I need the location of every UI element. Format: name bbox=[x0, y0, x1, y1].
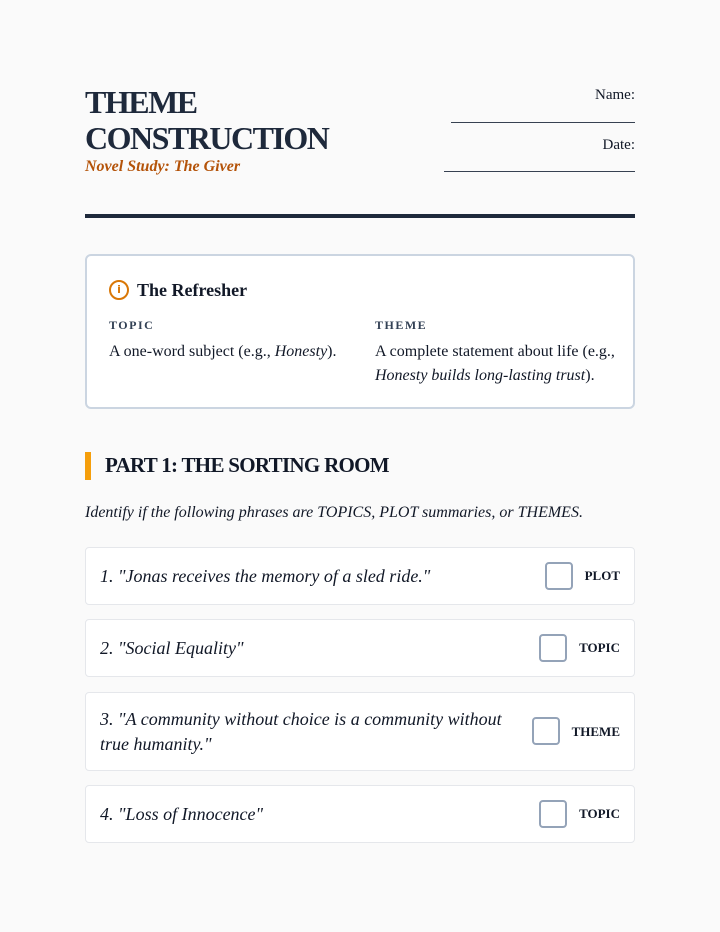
theme-text-before: A complete statement about life (e.g., bbox=[375, 343, 615, 360]
section-title: PART 1: THE SORTING ROOM bbox=[105, 453, 389, 477]
theme-definition bbox=[375, 340, 625, 388]
item-phrase: 2. "Social Equality" bbox=[100, 638, 244, 658]
sorting-item bbox=[85, 785, 635, 843]
item-phrase: 3. "A community without choice is a community without true humanity." bbox=[100, 709, 502, 754]
item-phrase: 4. "Loss of Innocence" bbox=[100, 804, 264, 824]
answer-label: TOPIC bbox=[579, 640, 620, 655]
section-accent-bar bbox=[85, 452, 91, 480]
topic-text-after: ). bbox=[327, 343, 337, 360]
date-field[interactable] bbox=[444, 171, 635, 172]
topic-text-before: A one-word subject (e.g., bbox=[109, 343, 275, 360]
answer-checkbox[interactable] bbox=[539, 634, 567, 662]
name-label: Name: bbox=[595, 87, 635, 103]
worksheet-title bbox=[85, 84, 328, 156]
topic-definition bbox=[109, 340, 359, 364]
name-field[interactable] bbox=[451, 122, 635, 123]
answer-checkbox[interactable] bbox=[545, 562, 573, 590]
topic-example: Honesty bbox=[274, 343, 328, 360]
answer-label: TOPIC bbox=[579, 806, 620, 821]
refresher-title: The Refresher bbox=[137, 280, 248, 300]
info-icon: i bbox=[109, 280, 129, 300]
theme-example: Honesty builds long-lasting trust bbox=[375, 367, 586, 384]
topic-label: TOPIC bbox=[109, 318, 155, 332]
answer-label: PLOT bbox=[584, 568, 620, 583]
refresher-box bbox=[85, 254, 635, 409]
subtitle: Novel Study: The Giver bbox=[85, 158, 241, 175]
section-instructions: Identify if the following phrases are TOPICS, PLOT summaries, or THEMES. bbox=[85, 504, 583, 521]
theme-label: THEME bbox=[375, 318, 428, 332]
header-divider bbox=[85, 214, 635, 218]
answer-label: THEME bbox=[571, 724, 620, 739]
answer-checkbox[interactable] bbox=[539, 800, 567, 828]
sorting-item bbox=[85, 547, 635, 605]
title-line-1: THEME bbox=[85, 84, 197, 120]
answer-checkbox[interactable] bbox=[532, 717, 560, 745]
title-line-2: CONSTRUCTION bbox=[85, 120, 329, 156]
date-label: Date: bbox=[602, 137, 635, 153]
sorting-item bbox=[85, 692, 635, 771]
item-phrase: 1. "Jonas receives the memory of a sled ride." bbox=[100, 566, 431, 586]
theme-text-after: ). bbox=[585, 367, 595, 384]
sorting-item bbox=[85, 619, 635, 677]
